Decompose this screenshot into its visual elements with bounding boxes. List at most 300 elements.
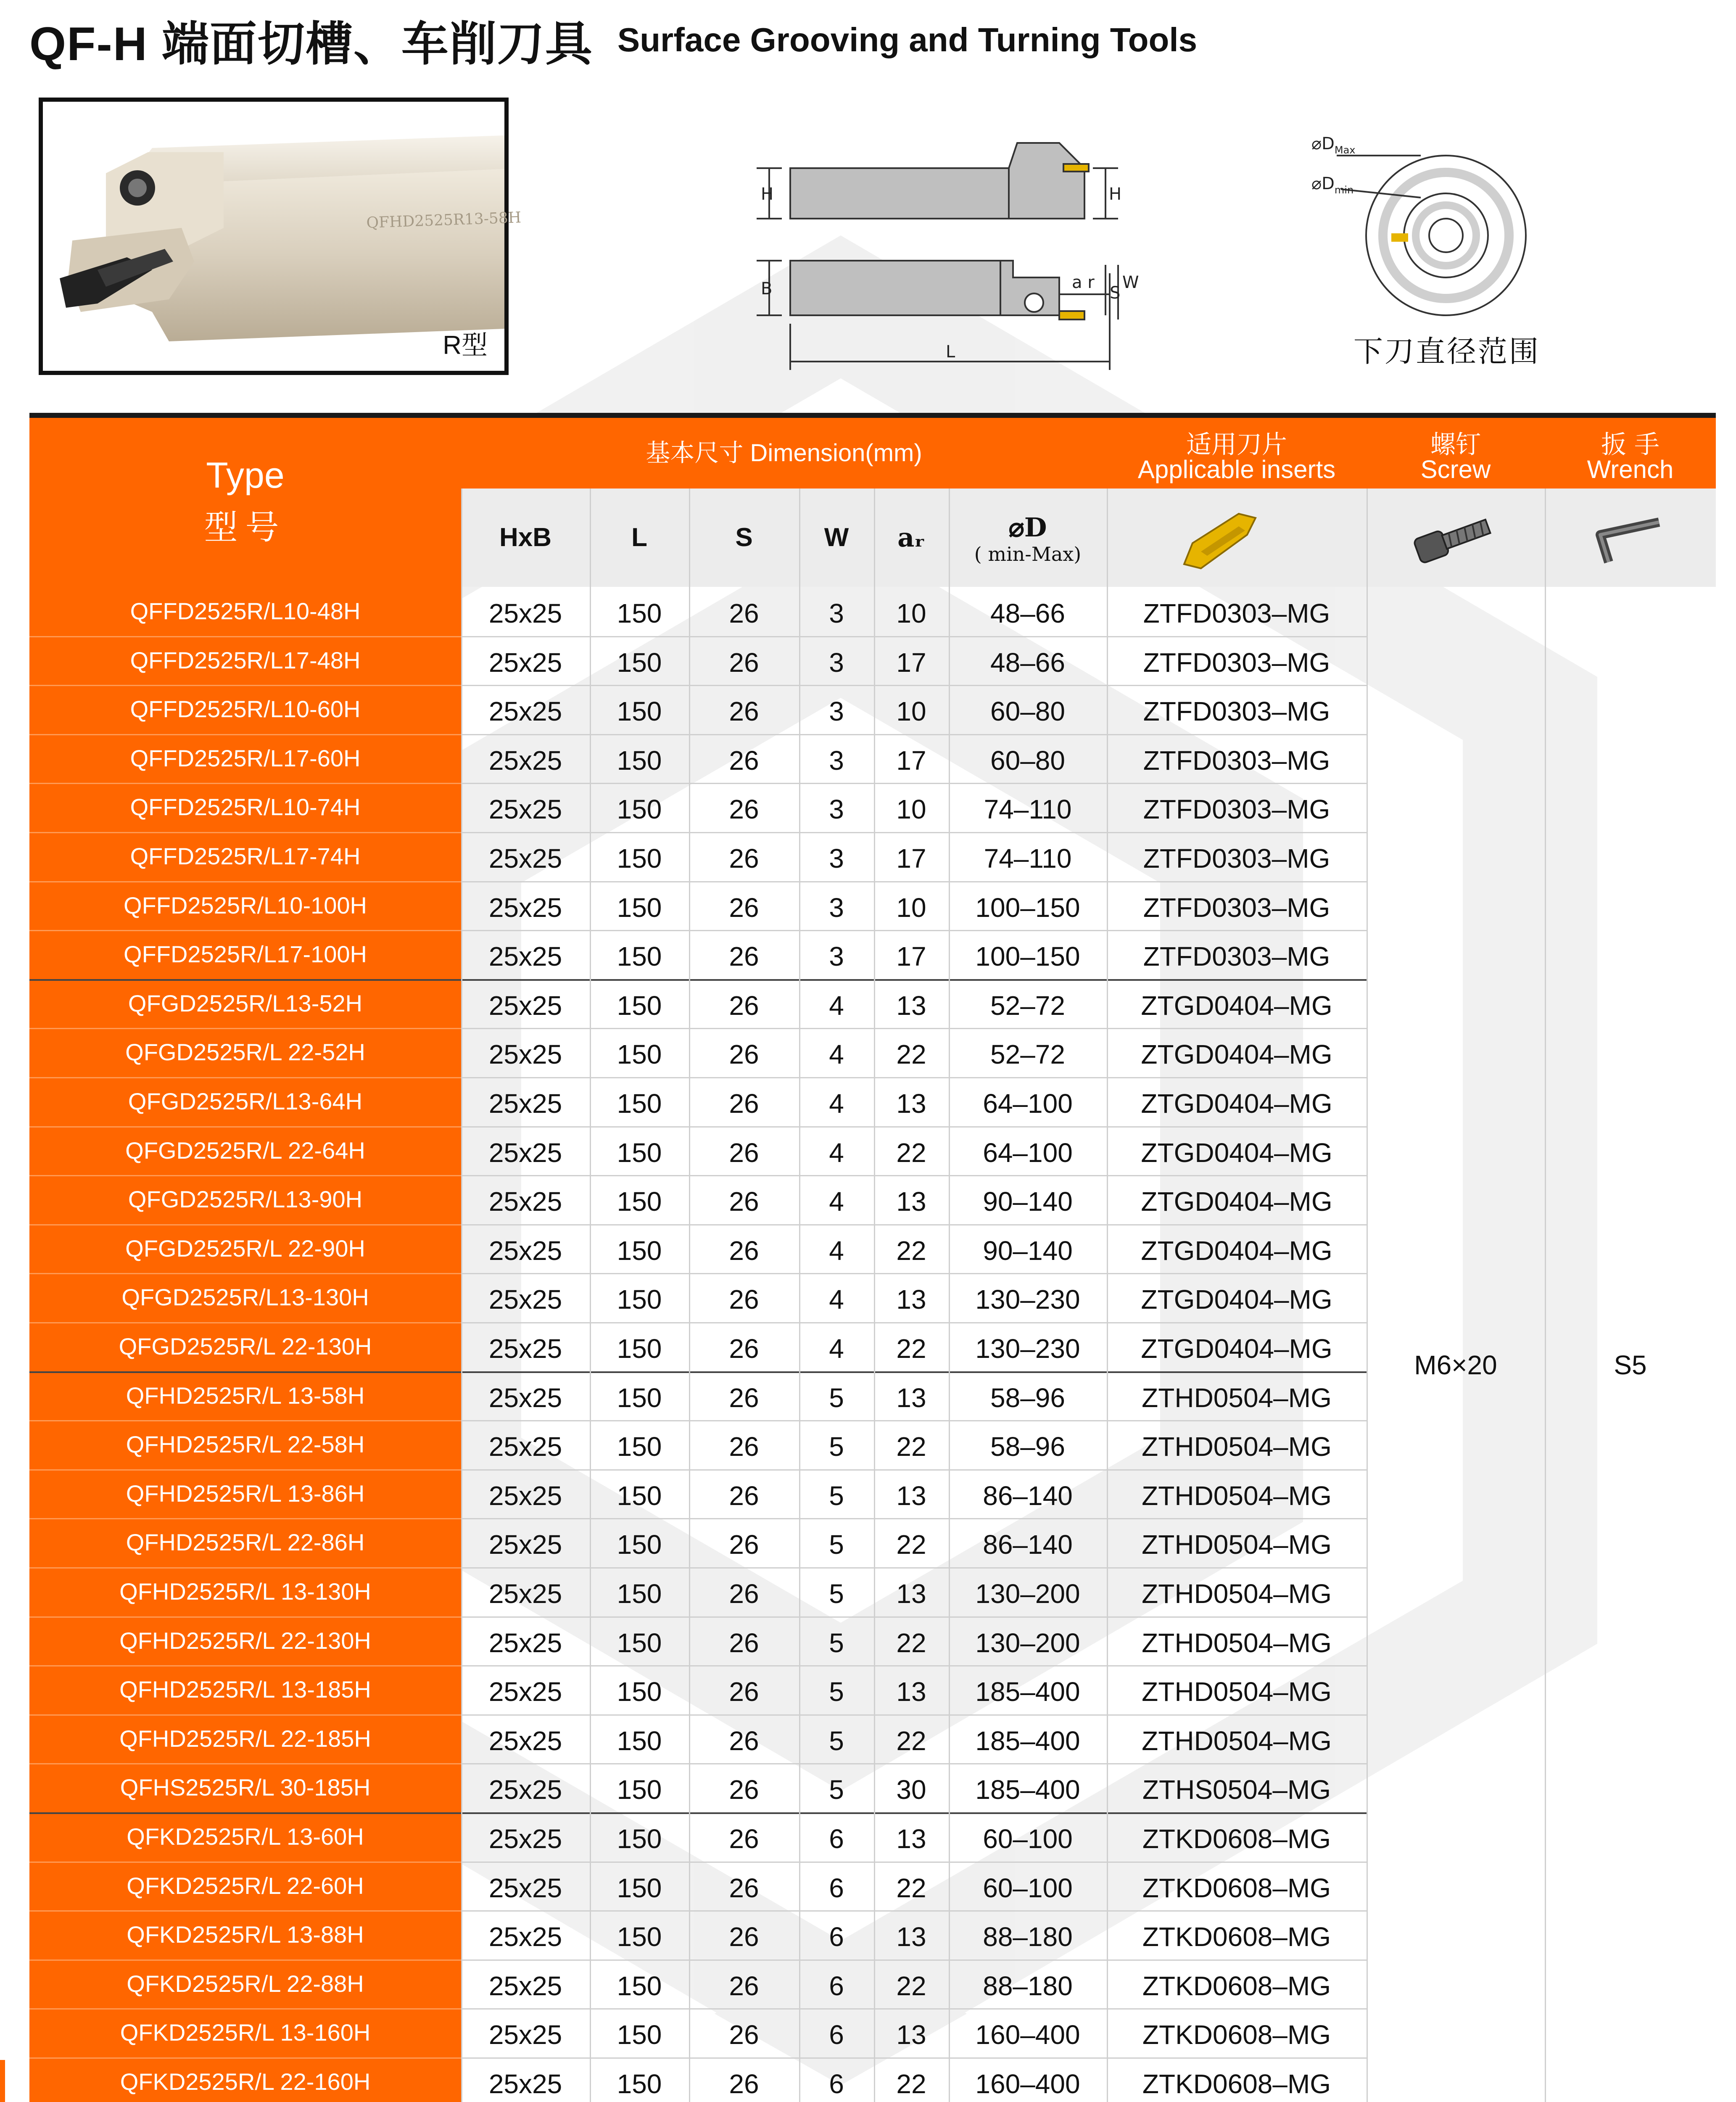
type-row-divider bbox=[29, 1175, 461, 1176]
table-cell-s: 26 bbox=[729, 794, 759, 825]
table-cell-w: 5 bbox=[829, 1431, 844, 1462]
table-row-type: QFGD2525R/L 22-130H bbox=[29, 1322, 461, 1371]
table-cell-l: 150 bbox=[617, 794, 662, 825]
inserts-header bbox=[1107, 418, 1367, 489]
dmin-label: ⌀D bbox=[1311, 174, 1335, 193]
table-cell-ar: 13 bbox=[896, 1382, 926, 1413]
table-cell-hxb: 25x25 bbox=[488, 892, 562, 923]
table-cell-s: 26 bbox=[729, 1677, 759, 1707]
table-cell-insert: ZTFD0303–MG bbox=[1143, 745, 1330, 776]
table-cell-insert: ZTGD0404–MG bbox=[1141, 1039, 1332, 1070]
table-cell-s: 26 bbox=[729, 1529, 759, 1560]
table-cell-insert: ZTKD0608–MG bbox=[1142, 2069, 1331, 2099]
table-cell-w: 5 bbox=[829, 1529, 844, 1560]
table-cell-w: 4 bbox=[829, 1186, 844, 1217]
table-row-type: QFGD2525R/L 22-52H bbox=[29, 1028, 461, 1077]
dim-label-l: L bbox=[946, 342, 955, 362]
insert-icon bbox=[1176, 505, 1260, 573]
table-cell-s: 26 bbox=[729, 1284, 759, 1315]
table-cell-hxb: 25x25 bbox=[488, 1872, 562, 1903]
table-cell-w: 3 bbox=[829, 794, 844, 825]
table-cell-insert: ZTFD0303–MG bbox=[1143, 598, 1330, 628]
dim-label-ar: a r bbox=[1072, 273, 1095, 292]
table-cell-d: 52–72 bbox=[990, 990, 1065, 1021]
table-cell-l: 150 bbox=[617, 598, 662, 628]
table-cell-hxb: 25x25 bbox=[488, 794, 562, 825]
table-cell-l: 150 bbox=[617, 1088, 662, 1119]
table-cell-d: 100–150 bbox=[975, 892, 1080, 923]
type-row-divider bbox=[29, 685, 461, 686]
table-cell-hxb: 25x25 bbox=[488, 1334, 562, 1364]
table-cell-d: 74–110 bbox=[984, 843, 1072, 874]
column-divider bbox=[1107, 489, 1108, 2102]
table-cell-hxb: 25x25 bbox=[488, 1775, 562, 1805]
table-cell-ar: 22 bbox=[896, 1431, 926, 1462]
dimension-header: 基本尺寸 Dimension(mm) bbox=[461, 418, 1107, 489]
table-cell-insert: ZTFD0303–MG bbox=[1143, 941, 1330, 972]
table-cell-s: 26 bbox=[729, 941, 759, 972]
table-cell-d: 86–140 bbox=[983, 1529, 1073, 1560]
table-row-type: QFHD2525R/L 13-86H bbox=[29, 1469, 461, 1518]
type-row-divider bbox=[29, 1273, 461, 1274]
table-cell-hxb: 25x25 bbox=[488, 1677, 562, 1707]
table-cell-l: 150 bbox=[617, 843, 662, 874]
inserts-header-en: Applicable inserts bbox=[1137, 455, 1336, 483]
table-cell-w: 6 bbox=[829, 1922, 844, 1952]
table-cell-ar: 22 bbox=[896, 1529, 926, 1560]
column-divider bbox=[799, 489, 800, 2102]
col-header-d-sub: ( min-Max) bbox=[974, 543, 1082, 565]
table-cell-s: 26 bbox=[729, 1725, 759, 1756]
table-cell-ar: 17 bbox=[896, 647, 926, 678]
table-cell-l: 150 bbox=[617, 1627, 662, 1658]
table-cell-w: 3 bbox=[829, 745, 844, 776]
col-header-s: S bbox=[735, 523, 753, 552]
table-cell-d: 90–140 bbox=[983, 1235, 1073, 1266]
col-header-d bbox=[949, 489, 1107, 587]
table-cell-s: 26 bbox=[729, 1970, 759, 2001]
col-header-hxb: HxB bbox=[499, 523, 552, 552]
table-cell-l: 150 bbox=[617, 941, 662, 972]
table-cell-insert: ZTHD0504–MG bbox=[1142, 1431, 1332, 1462]
table-cell-d: 64–100 bbox=[983, 1088, 1073, 1119]
table-cell-ar: 13 bbox=[896, 1677, 926, 1707]
table-cell-ar: 13 bbox=[896, 1284, 926, 1315]
type-row-divider bbox=[29, 832, 461, 833]
type-row-divider bbox=[29, 2057, 461, 2059]
dim-label-w: W bbox=[1122, 273, 1139, 292]
table-cell-s: 26 bbox=[729, 2020, 759, 2050]
table-cell-s: 26 bbox=[729, 990, 759, 1021]
table-cell-l: 150 bbox=[617, 990, 662, 1021]
table-cell-d: 60–100 bbox=[983, 1824, 1073, 1854]
table-cell-w: 4 bbox=[829, 1284, 844, 1315]
table-cell-w: 6 bbox=[829, 1824, 844, 1854]
table-cell-ar: 17 bbox=[896, 941, 926, 972]
type-row-divider bbox=[29, 1567, 461, 1569]
table-cell-ar: 13 bbox=[896, 990, 926, 1021]
table-cell-insert: ZTHD0504–MG bbox=[1142, 1529, 1332, 1560]
table-row-type: QFFD2525R/L10-48H bbox=[29, 587, 461, 636]
table-cell-d: 58–96 bbox=[990, 1382, 1065, 1413]
table-cell-ar: 22 bbox=[896, 1970, 926, 2001]
table-cell-insert: ZTGD0404–MG bbox=[1141, 1284, 1332, 1315]
tool-holder-illustration bbox=[43, 102, 522, 371]
table-cell-s: 26 bbox=[729, 647, 759, 678]
type-row-divider bbox=[29, 1665, 461, 1666]
table-cell-ar: 10 bbox=[896, 696, 926, 727]
table-cell-l: 150 bbox=[617, 1970, 662, 2001]
table-row-type: QFFD2525R/L17-100H bbox=[29, 930, 461, 979]
table-cell-hxb: 25x25 bbox=[488, 1824, 562, 1854]
table-cell-ar: 13 bbox=[896, 1480, 926, 1511]
page-title-row bbox=[29, 8, 1197, 71]
table-row-type: QFKD2525R/L 22-160H bbox=[29, 2057, 461, 2102]
table-cell-insert: ZTHD0504–MG bbox=[1142, 1579, 1332, 1609]
table-cell-hxb: 25x25 bbox=[488, 647, 562, 678]
table-cell-s: 26 bbox=[729, 598, 759, 628]
dmax-sub: Max bbox=[1334, 144, 1356, 156]
screw-value: M6×20 bbox=[1414, 1349, 1497, 1380]
table-cell-insert: ZTGD0404–MG bbox=[1141, 1334, 1332, 1364]
type-row-divider bbox=[29, 636, 461, 637]
table-cell-ar: 22 bbox=[896, 1725, 926, 1756]
table-cell-insert: ZTFD0303–MG bbox=[1143, 647, 1330, 678]
table-row-type: QFFD2525R/L10-100H bbox=[29, 881, 461, 930]
table-cell-d: 160–400 bbox=[975, 2069, 1080, 2099]
dmin-sub: min bbox=[1334, 184, 1354, 196]
table-cell-insert: ZTGD0404–MG bbox=[1141, 1186, 1332, 1217]
table-cell-l: 150 bbox=[617, 1725, 662, 1756]
group-divider bbox=[29, 1371, 1367, 1373]
group-divider bbox=[29, 979, 1367, 981]
wrench-header bbox=[1545, 418, 1716, 489]
wrench-icon bbox=[1579, 507, 1672, 570]
table-cell-d: 130–230 bbox=[975, 1334, 1080, 1364]
table-cell-hxb: 25x25 bbox=[488, 2069, 562, 2099]
table-cell-w: 4 bbox=[829, 1334, 844, 1364]
table-cell-s: 26 bbox=[729, 1382, 759, 1413]
table-cell-l: 150 bbox=[617, 1382, 662, 1413]
type-row-divider bbox=[29, 1126, 461, 1128]
table-row-type: QFHD2525R/L 22-58H bbox=[29, 1420, 461, 1469]
table-cell-w: 3 bbox=[829, 696, 844, 727]
dim-label-h-left: H bbox=[761, 185, 774, 204]
table-cell-hxb: 25x25 bbox=[488, 1431, 562, 1462]
table-cell-ar: 22 bbox=[896, 1872, 926, 1903]
table-cell-l: 150 bbox=[617, 1775, 662, 1805]
table-cell-insert: ZTFD0303–MG bbox=[1143, 794, 1330, 825]
table-cell-d: 130–230 bbox=[975, 1284, 1080, 1315]
table-cell-d: 60–80 bbox=[990, 745, 1065, 776]
wrench-value: S5 bbox=[1614, 1349, 1647, 1380]
table-cell-s: 26 bbox=[729, 1431, 759, 1462]
table-cell-ar: 17 bbox=[896, 745, 926, 776]
table-cell-d: 58–96 bbox=[990, 1431, 1065, 1462]
table-cell-w: 3 bbox=[829, 647, 844, 678]
table-cell-w: 6 bbox=[829, 2020, 844, 2050]
r-type-label: R型 bbox=[443, 331, 488, 360]
table-cell-w: 5 bbox=[829, 1677, 844, 1707]
table-cell-hxb: 25x25 bbox=[488, 1480, 562, 1511]
table-cell-l: 150 bbox=[617, 1284, 662, 1315]
table-cell-hxb: 25x25 bbox=[488, 1725, 562, 1756]
table-cell-insert: ZTKD0608–MG bbox=[1142, 2020, 1331, 2050]
table-cell-ar: 13 bbox=[896, 1088, 926, 1119]
dim-label-h-right: H bbox=[1109, 185, 1122, 204]
table-cell-d: 88–180 bbox=[983, 1970, 1073, 2001]
page-title-english: Surface Grooving and Turning Tools bbox=[617, 21, 1198, 58]
table-row-type: QFKD2525R/L 22-88H bbox=[29, 1959, 461, 2009]
type-row-divider bbox=[29, 1616, 461, 1618]
wrench-header-en: Wrench bbox=[1587, 455, 1674, 483]
engraving-text: QFHD2525R13-58H bbox=[366, 209, 522, 232]
table-cell-insert: ZTFD0303–MG bbox=[1143, 696, 1330, 727]
table-row-type: QFKD2525R/L 22-60H bbox=[29, 1862, 461, 1911]
table-top-rule bbox=[29, 413, 1716, 418]
table-row-type: QFGD2525R/L13-52H bbox=[29, 979, 461, 1028]
table-cell-hxb: 25x25 bbox=[488, 1088, 562, 1119]
table-row-type: QFGD2525R/L 22-90H bbox=[29, 1224, 461, 1273]
sub-header-row bbox=[461, 489, 1716, 587]
type-row-divider bbox=[29, 1518, 461, 1519]
table-cell-w: 6 bbox=[829, 1970, 844, 2001]
table-cell-insert: ZTGD0404–MG bbox=[1141, 990, 1332, 1021]
col-header-ar: aᵣ bbox=[897, 522, 925, 553]
table-cell-l: 150 bbox=[617, 1039, 662, 1070]
table-cell-hxb: 25x25 bbox=[488, 1529, 562, 1560]
type-row-divider bbox=[29, 2008, 461, 2010]
table-cell-d: 90–140 bbox=[983, 1186, 1073, 1217]
table-cell-l: 150 bbox=[617, 1137, 662, 1168]
table-row-type: QFFD2525R/L10-74H bbox=[29, 783, 461, 832]
table-cell-l: 150 bbox=[617, 1922, 662, 1952]
table-cell-l: 150 bbox=[617, 1677, 662, 1707]
table-cell-l: 150 bbox=[617, 1235, 662, 1266]
table-cell-ar: 13 bbox=[896, 2020, 926, 2050]
table-cell-s: 26 bbox=[729, 1235, 759, 1266]
table-cell-hxb: 25x25 bbox=[488, 1284, 562, 1315]
table-cell-w: 3 bbox=[829, 598, 844, 628]
col-header-w: W bbox=[824, 523, 849, 552]
table-cell-d: 74–110 bbox=[984, 794, 1072, 825]
table-cell-l: 150 bbox=[617, 696, 662, 727]
table-row-type: QFHD2525R/L 22-130H bbox=[29, 1616, 461, 1666]
type-column-header bbox=[29, 418, 461, 587]
table-cell-l: 150 bbox=[617, 745, 662, 776]
table-cell-hxb: 25x25 bbox=[488, 1382, 562, 1413]
table-cell-w: 3 bbox=[829, 892, 844, 923]
table-cell-ar: 17 bbox=[896, 843, 926, 874]
table-cell-hxb: 25x25 bbox=[488, 1039, 562, 1070]
column-divider bbox=[590, 489, 591, 2102]
table-cell-s: 26 bbox=[729, 1579, 759, 1609]
table-row-type: QFFD2525R/L10-60H bbox=[29, 685, 461, 734]
table-cell-hxb: 25x25 bbox=[488, 1922, 562, 1952]
wrench-header-zh: 扳 手 bbox=[1601, 430, 1660, 459]
table-cell-w: 5 bbox=[829, 1627, 844, 1658]
table-cell-w: 6 bbox=[829, 2069, 844, 2099]
table-cell-s: 26 bbox=[729, 1088, 759, 1119]
type-header-zh: 型号 bbox=[204, 508, 287, 547]
type-row-divider bbox=[29, 783, 461, 784]
table-row-type: QFKD2525R/L 13-60H bbox=[29, 1812, 461, 1862]
table-cell-d: 100–150 bbox=[975, 941, 1080, 972]
table-cell-w: 6 bbox=[829, 1872, 844, 1903]
dim-label-s: S bbox=[1110, 283, 1121, 303]
screw-icon bbox=[1407, 507, 1499, 570]
table-cell-l: 150 bbox=[617, 1431, 662, 1462]
type-row-divider bbox=[29, 1862, 461, 1863]
table-cell-hxb: 25x25 bbox=[488, 1579, 562, 1609]
column-divider bbox=[949, 489, 950, 2102]
table-row-type: QFHD2525R/L 22-185H bbox=[29, 1714, 461, 1764]
table-cell-hxb: 25x25 bbox=[488, 1137, 562, 1168]
table-cell-ar: 10 bbox=[896, 794, 926, 825]
table-cell-w: 5 bbox=[829, 1579, 844, 1609]
table-cell-hxb: 25x25 bbox=[488, 1970, 562, 2001]
column-divider bbox=[689, 489, 690, 2102]
table-cell-insert: ZTKD0608–MG bbox=[1142, 1970, 1331, 2001]
table-cell-hxb: 25x25 bbox=[488, 1627, 562, 1658]
table-row-type: QFGD2525R/L13-64H bbox=[29, 1077, 461, 1126]
column-divider bbox=[874, 489, 875, 2102]
type-row-divider bbox=[29, 1763, 461, 1764]
table-cell-w: 3 bbox=[829, 941, 844, 972]
type-row-divider bbox=[29, 881, 461, 882]
table-cell-s: 26 bbox=[729, 1334, 759, 1364]
table-cell-s: 26 bbox=[729, 2069, 759, 2099]
table-cell-insert: ZTGD0404–MG bbox=[1141, 1235, 1332, 1266]
table-cell-d: 160–400 bbox=[975, 2020, 1080, 2050]
table-cell-insert: ZTGD0404–MG bbox=[1141, 1137, 1332, 1168]
table-cell-l: 150 bbox=[617, 892, 662, 923]
table-cell-w: 5 bbox=[829, 1382, 844, 1413]
table-cell-hxb: 25x25 bbox=[488, 843, 562, 874]
table-cell-insert: ZTKD0608–MG bbox=[1142, 1824, 1331, 1854]
table-cell-l: 150 bbox=[617, 647, 662, 678]
table-cell-l: 150 bbox=[617, 1334, 662, 1364]
table-cell-ar: 22 bbox=[896, 2069, 926, 2099]
table-cell-ar: 22 bbox=[896, 1627, 926, 1658]
table-row-type: QFHD2525R/L 22-86H bbox=[29, 1518, 461, 1567]
type-header-en: Type bbox=[206, 455, 285, 496]
table-cell-ar: 22 bbox=[896, 1334, 926, 1364]
table-cell-w: 5 bbox=[829, 1775, 844, 1805]
type-row-divider bbox=[29, 1077, 461, 1078]
table-row-type: QFHD2525R/L 13-130H bbox=[29, 1567, 461, 1616]
type-row-divider bbox=[29, 1420, 461, 1421]
page-edge-marker bbox=[0, 2060, 5, 2102]
inserts-header-zh: 适用刀片 bbox=[1186, 430, 1287, 459]
col-header-d-label: ⌀D bbox=[1008, 512, 1047, 543]
table-cell-l: 150 bbox=[617, 1824, 662, 1854]
table-cell-l: 150 bbox=[617, 2069, 662, 2099]
table-cell-hxb: 25x25 bbox=[488, 990, 562, 1021]
svg-text:⌀DMax bbox=[1311, 134, 1356, 156]
table-row-type: QFHD2525R/L 13-185H bbox=[29, 1665, 461, 1714]
table-cell-d: 185–400 bbox=[975, 1775, 1080, 1805]
table-cell-d: 60–100 bbox=[983, 1872, 1073, 1903]
screw-header-zh: 螺钉 bbox=[1430, 430, 1481, 459]
table-cell-s: 26 bbox=[729, 1824, 759, 1854]
table-cell-ar: 22 bbox=[896, 1039, 926, 1070]
table-row-type: QFGD2525R/L13-130H bbox=[29, 1273, 461, 1322]
table-cell-l: 150 bbox=[617, 1872, 662, 1903]
table-row-type: QFFD2525R/L17-74H bbox=[29, 832, 461, 881]
table-cell-d: 88–180 bbox=[983, 1922, 1073, 1952]
table-cell-l: 150 bbox=[617, 1579, 662, 1609]
product-photo bbox=[39, 98, 522, 375]
table-cell-insert: ZTHS0504–MG bbox=[1142, 1775, 1331, 1805]
table-cell-d: 130–200 bbox=[975, 1579, 1080, 1609]
table-cell-l: 150 bbox=[617, 1186, 662, 1217]
table-cell-insert: ZTHD0504–MG bbox=[1142, 1627, 1332, 1658]
table-cell-d: 86–140 bbox=[983, 1480, 1073, 1511]
dimension-drawing bbox=[740, 135, 1169, 378]
table-row-type: QFFD2525R/L17-60H bbox=[29, 734, 461, 783]
type-row-divider bbox=[29, 734, 461, 735]
type-row-divider bbox=[29, 1322, 461, 1323]
page-title: QF-H 端面切槽、车削刀具 bbox=[29, 17, 593, 70]
table-cell-hxb: 25x25 bbox=[488, 941, 562, 972]
type-row-divider bbox=[29, 1224, 461, 1225]
table-cell-hxb: 25x25 bbox=[488, 598, 562, 628]
col-header-l: L bbox=[631, 523, 647, 552]
table-cell-w: 4 bbox=[829, 1137, 844, 1168]
type-row-divider bbox=[29, 1028, 461, 1029]
table-cell-s: 26 bbox=[729, 1039, 759, 1070]
table-cell-w: 5 bbox=[829, 1480, 844, 1511]
svg-text:⌀Dmin bbox=[1311, 174, 1353, 196]
type-row-divider bbox=[29, 1469, 461, 1471]
table-cell-s: 26 bbox=[729, 1480, 759, 1511]
table-cell-hxb: 25x25 bbox=[488, 745, 562, 776]
table-row-type: QFKD2525R/L 13-160H bbox=[29, 2008, 461, 2057]
table-cell-s: 26 bbox=[729, 745, 759, 776]
table-cell-hxb: 25x25 bbox=[488, 696, 562, 727]
table-row-type: QFHS2525R/L 30-185H bbox=[29, 1763, 461, 1812]
table-cell-hxb: 25x25 bbox=[488, 1235, 562, 1266]
table-cell-d: 48–66 bbox=[990, 598, 1065, 628]
table-cell-ar: 13 bbox=[896, 1186, 926, 1217]
table-cell-d: 60–80 bbox=[990, 696, 1065, 727]
type-row-divider bbox=[29, 930, 461, 931]
table-cell-d: 130–200 bbox=[975, 1627, 1080, 1658]
table-cell-d: 185–400 bbox=[975, 1725, 1080, 1756]
table-cell-d: 64–100 bbox=[983, 1137, 1073, 1168]
table-cell-s: 26 bbox=[729, 1627, 759, 1658]
type-row-divider bbox=[29, 1959, 461, 1961]
table-cell-d: 52–72 bbox=[990, 1039, 1065, 1070]
table-row-type: QFGD2525R/L 22-64H bbox=[29, 1126, 461, 1175]
table-cell-hxb: 25x25 bbox=[488, 2020, 562, 2050]
table-row-type: QFGD2525R/L13-90H bbox=[29, 1175, 461, 1224]
table-cell-l: 150 bbox=[617, 1529, 662, 1560]
table-cell-insert: ZTHD0504–MG bbox=[1142, 1677, 1332, 1707]
table-cell-ar: 22 bbox=[896, 1137, 926, 1168]
table-cell-s: 26 bbox=[729, 892, 759, 923]
table-cell-ar: 30 bbox=[896, 1775, 926, 1805]
column-divider bbox=[461, 489, 462, 2102]
table-cell-insert: ZTFD0303–MG bbox=[1143, 843, 1330, 874]
table-cell-s: 26 bbox=[729, 1872, 759, 1903]
type-row-divider bbox=[29, 1714, 461, 1716]
table-cell-s: 26 bbox=[729, 696, 759, 727]
table-cell-ar: 10 bbox=[896, 892, 926, 923]
table-cell-insert: ZTHD0504–MG bbox=[1142, 1725, 1332, 1756]
table-cell-ar: 13 bbox=[896, 1824, 926, 1854]
